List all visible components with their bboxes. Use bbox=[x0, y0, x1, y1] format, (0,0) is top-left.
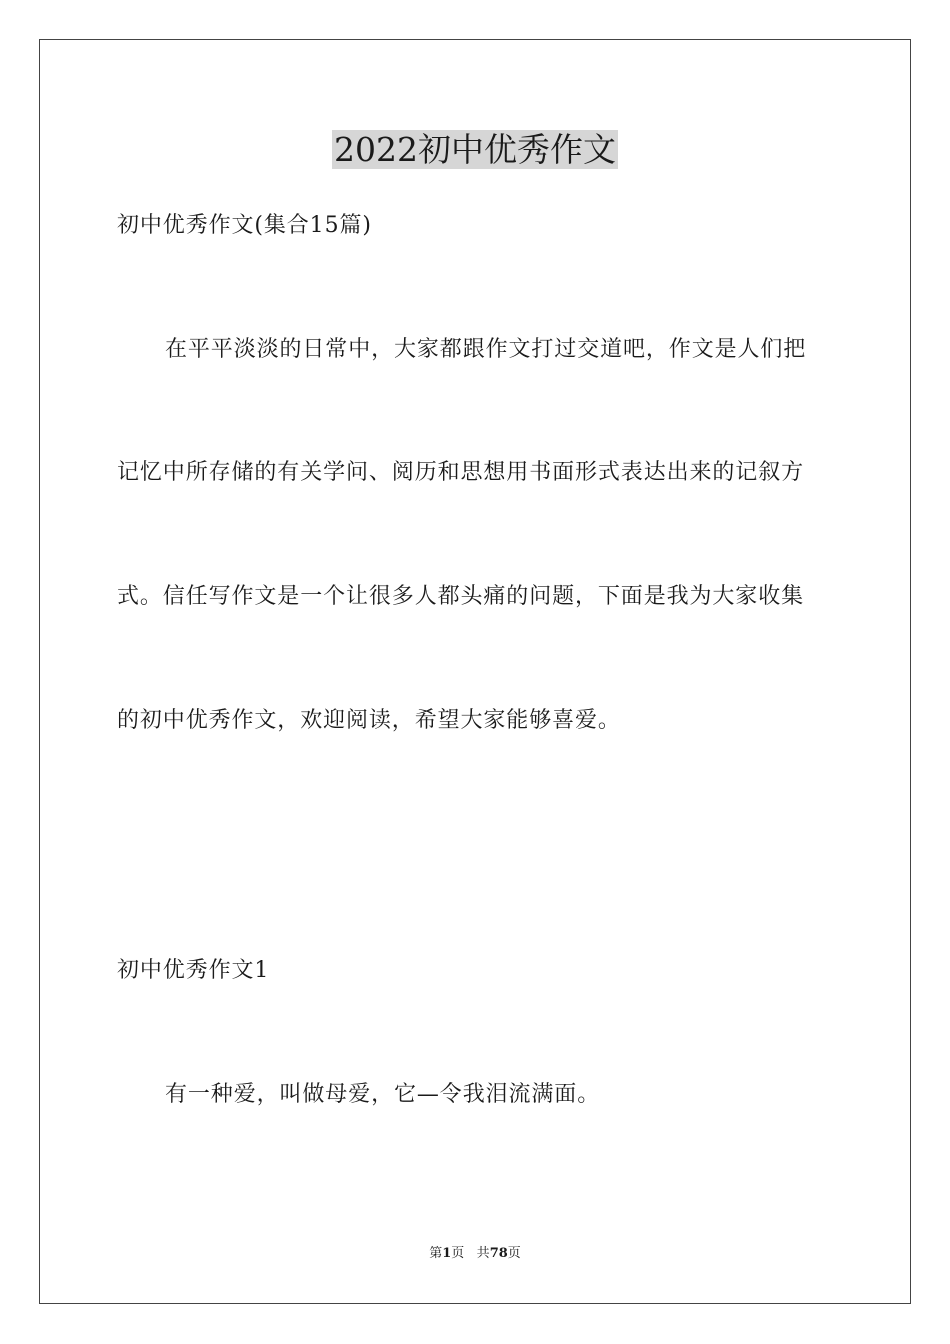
intro-line-2: 记忆中所存储的有关学问、阅历和思想用书面形式表达出来的记叙方 bbox=[117, 460, 805, 485]
footer-page-prefix: 第 bbox=[429, 1246, 443, 1261]
footer-page-number: 1 bbox=[442, 1246, 452, 1261]
intro-line-4: 的初中优秀作文，欢迎阅读，希望大家能够喜爱。 bbox=[117, 708, 621, 733]
document-subtitle: 初中优秀作文(集合15篇) bbox=[117, 213, 372, 238]
footer-page-suffix: 页 bbox=[451, 1246, 465, 1261]
footer-total-suffix: 页 bbox=[507, 1246, 521, 1261]
intro-line-3: 式。信任写作文是一个让很多人都头痛的问题，下面是我为大家收集 bbox=[117, 584, 805, 609]
document-title-text: 2022初中优秀作文 bbox=[334, 130, 616, 169]
section-first-line: 有一种爱，叫做母爱，它—令我泪流满面。 bbox=[165, 1082, 601, 1107]
document-title bbox=[0, 128, 950, 172]
footer-total-prefix: 共 bbox=[476, 1246, 490, 1261]
footer-total-pages: 78 bbox=[489, 1246, 508, 1261]
intro-line-1: 在平平淡淡的日常中，大家都跟作文打过交道吧，作文是人们把 bbox=[165, 337, 807, 362]
section-heading: 初中优秀作文1 bbox=[117, 958, 270, 983]
page-footer bbox=[0, 1245, 950, 1263]
